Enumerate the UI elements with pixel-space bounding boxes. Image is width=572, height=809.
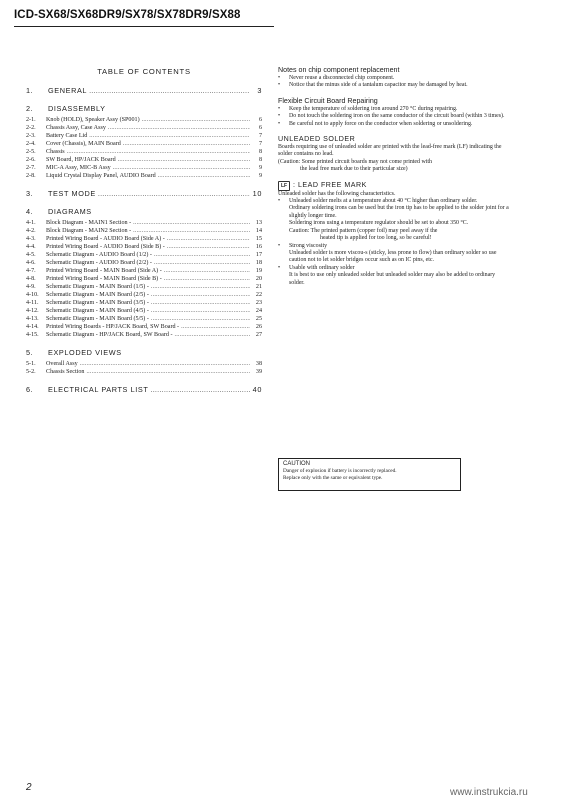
toc-entry-title: Printed Wiring Board - MAIN Board (Side B) -: [46, 276, 162, 282]
toc-entry-number: 4.: [26, 207, 34, 216]
lead-free-mark-title: : LEAD FREE MARK: [293, 181, 367, 190]
leader-dots: [154, 260, 250, 268]
flex-board-title: Flexible Circuit Board Repairing: [278, 96, 378, 105]
toc-page-number: 25: [255, 316, 262, 322]
toc-entry-number: 5-1.: [26, 361, 36, 367]
toc-item[interactable]: [26, 284, 262, 292]
toc-entry-number: 2-3.: [26, 133, 36, 139]
document-header-title: ICD-SX68/SX68DR9/SX78/SX78DR9/SX88: [14, 9, 241, 21]
toc-item[interactable]: [26, 308, 262, 316]
toc-entry-title: Schematic Diagram - MAIN Board (2/5) -: [46, 292, 149, 298]
toc-item[interactable]: [26, 316, 262, 324]
lead-free-logo-icon: LF: [278, 181, 290, 191]
leader-dots: [181, 324, 250, 332]
caution-line: Danger of explosion if battery is incorrectly replaced.: [283, 468, 397, 474]
leader-dots: [123, 141, 250, 149]
chip-note-item: • Notice that the minus side of a tantalum capacitor may be damaged by heat.: [278, 82, 468, 89]
toc-entry-title: Liquid Crystal Display Panel, AUDIO Board: [46, 173, 156, 179]
toc-page-number: 16: [255, 244, 262, 250]
leader-dots: [67, 149, 250, 157]
toc-section[interactable]: [26, 385, 262, 395]
toc-entry-title: Schematic Diagram - MAIN Board (1/5) -: [46, 284, 149, 290]
toc-entry-title: Block Diagram - MAIN2 Section -: [46, 228, 132, 234]
chip-note-item: • Never reuse a disconnected chip component.: [278, 75, 395, 81]
toc-entry-number: 4-10.: [26, 292, 39, 298]
leader-dots: [80, 361, 250, 369]
page-number: 2: [26, 782, 32, 793]
toc-page-number: 3: [257, 86, 262, 95]
toc-entry-number: 4-9.: [26, 284, 36, 290]
toc-entry-title: Battery Case Lid: [46, 133, 88, 139]
chip-notes-title: Notes on chip component replacement: [278, 66, 400, 74]
lead-free-mark-heading: [278, 181, 510, 191]
toc-entry-number: 2-4.: [26, 141, 36, 147]
toc-item[interactable]: [26, 228, 262, 236]
toc-entry-number: 4-7.: [26, 268, 36, 274]
toc-page-number: 8: [258, 157, 262, 163]
toc-item[interactable]: [26, 324, 262, 332]
toc-entry-title: Block Diagram - MAIN1 Section -: [46, 220, 132, 226]
leader-dots: [142, 117, 250, 125]
toc-entry-title: TEST MODE: [48, 189, 96, 198]
toc-entry-title: Schematic Diagram - HP/JACK Board, SW Board -: [46, 332, 173, 338]
toc-item[interactable]: [26, 292, 262, 300]
toc-entry-number: 4-5.: [26, 252, 36, 258]
toc-page-number: 40: [252, 385, 262, 394]
toc-entry-number: 1.: [26, 86, 34, 95]
toc-item[interactable]: [26, 276, 262, 284]
lead-free-item: • Strong viscosity: [278, 242, 328, 249]
toc-page-number: 17: [255, 252, 262, 258]
lead-free-detail: Soldering irons using a temperature regulator should be set to about 350 °C.: [289, 220, 469, 227]
toc-page-number: 26: [255, 324, 262, 330]
leader-dots: [108, 125, 250, 133]
leader-dots: [158, 173, 250, 181]
flex-note-item: • Do not touch the soldering iron on the same conductor of the circuit board (within 3 times).: [278, 113, 505, 120]
toc-entry-title: Schematic Diagram - MAIN Board (5/5) -: [46, 316, 149, 322]
toc-item[interactable]: [26, 117, 262, 125]
lead-free-caution-cont: heated tip is applied for too long, so be careful!: [320, 235, 432, 242]
toc-entry-title: DIAGRAMS: [48, 207, 92, 216]
toc-entry-title: Printed Wiring Boards - HP/JACK Board, SW Board -: [46, 324, 180, 330]
leader-dots: [118, 157, 250, 165]
toc-entry-title: Printed Wiring Board - AUDIO Board (Side B) -: [46, 244, 165, 250]
toc-page-number: 10: [252, 189, 262, 198]
toc-entry-title: Printed Wiring Board - AUDIO Board (Side A) -: [46, 236, 165, 242]
header-rule: [14, 26, 274, 27]
toc-item[interactable]: [26, 369, 262, 377]
toc-item[interactable]: [26, 252, 262, 260]
caution-line: Replace only with the same or equivalent type.: [283, 475, 383, 481]
table-of-contents: [26, 86, 262, 395]
toc-item[interactable]: [26, 149, 262, 157]
toc-item[interactable]: [26, 268, 262, 276]
lead-free-item: • Usable with ordinary solder: [278, 264, 355, 271]
toc-entry-number: 4-12.: [26, 308, 39, 314]
toc-entry-number: 4-6.: [26, 260, 36, 266]
toc-entry-number: 2-6.: [26, 157, 36, 163]
toc-section[interactable]: [26, 189, 262, 199]
toc-entry-number: 2-8.: [26, 173, 36, 179]
leader-dots: [167, 244, 250, 252]
toc-item[interactable]: [26, 141, 262, 149]
toc-page-number: 19: [255, 268, 262, 274]
toc-page-number: 7: [258, 141, 262, 147]
unleaded-solder-text: Boards requiring use of unleaded solder are printed with the lead-free mark (LF) indicating the solder contains no lead.: [278, 144, 502, 158]
toc-page-number: 27: [255, 332, 262, 338]
toc-entry-number: 2-7.: [26, 165, 36, 171]
leader-dots: [164, 268, 250, 276]
leader-dots: [151, 316, 250, 324]
toc-entry-number: 4-13.: [26, 316, 39, 322]
toc-page-number: 23: [255, 300, 262, 306]
flex-note-item: • Be careful not to apply force on the conductor when soldering or unsoldering.: [278, 120, 473, 127]
toc-page-number: 20: [255, 276, 262, 282]
toc-section[interactable]: [26, 348, 262, 358]
leader-dots: [89, 86, 250, 94]
toc-entry-title: GENERAL: [48, 86, 88, 95]
toc-entry-number: 6.: [26, 385, 34, 394]
toc-section[interactable]: [26, 86, 262, 96]
leader-dots: [113, 165, 250, 173]
toc-page-number: 15: [255, 236, 262, 242]
watermark-link[interactable]: www.instrukcia.ru: [450, 787, 528, 798]
toc-entry-title: Schematic Diagram - MAIN Board (4/5) -: [46, 308, 149, 314]
toc-item[interactable]: [26, 332, 262, 340]
lead-free-intro: Unleaded solder has the following characteristics.: [278, 190, 396, 197]
leader-dots: [150, 385, 250, 393]
toc-entry-title: ELECTRICAL PARTS LIST: [48, 385, 149, 394]
toc-page-number: 6: [258, 125, 262, 131]
toc-item[interactable]: [26, 157, 262, 165]
toc-entry-title: Printed Wiring Board - MAIN Board (Side A) -: [46, 268, 162, 274]
toc-entry-title: SW Board, HP/JACK Board: [46, 157, 116, 163]
notes-column: [278, 66, 510, 287]
leader-dots: [151, 284, 250, 292]
toc-section[interactable]: [26, 207, 262, 217]
toc-entry-title: Overall Assy: [46, 361, 78, 367]
toc-entry-number: 4-11.: [26, 300, 39, 306]
toc-entry-number: 4-15.: [26, 332, 39, 338]
toc-entry-title: Chassis Section: [46, 369, 85, 375]
toc-entry-title: MIC-A Assy, MIC-B Assy: [46, 165, 111, 171]
toc-page-number: 7: [258, 133, 262, 139]
toc-page-number: 18: [255, 260, 262, 266]
toc-entry-title: Schematic Diagram - AUDIO Board (1/2) -: [46, 252, 152, 258]
toc-page-number: 8: [258, 149, 262, 155]
lead-free-detail: It is best to use only unleaded solder but unleaded solder may also be added to ordinary solder.: [289, 272, 496, 286]
toc-entry-number: 4-8.: [26, 276, 36, 282]
toc-item[interactable]: [26, 244, 262, 252]
unleaded-caution-text: (Caution: Some printed circuit boards may not come printed with: [278, 158, 432, 165]
unleaded-caution-text-cont: the lead free mark due to their particular size): [300, 166, 408, 173]
toc-item[interactable]: [26, 260, 262, 268]
leader-dots: [154, 252, 250, 260]
toc-entry-title: Chassis Assy, Case Assy: [46, 125, 106, 131]
toc-item[interactable]: [26, 125, 262, 133]
toc-page-number: 6: [258, 117, 262, 123]
toc-entry-title: Knob (HOLD), Speaker Assy (SP001): [46, 117, 140, 123]
toc-entry-number: 4-4.: [26, 244, 36, 250]
toc-entry-title: EXPLODED VIEWS: [48, 348, 122, 357]
leader-dots: [174, 332, 250, 340]
toc-page-number: 39: [255, 369, 262, 375]
leader-dots: [98, 189, 250, 197]
flex-note-item: • Keep the temperature of soldering iron around 270 °C during repairing.: [278, 105, 458, 112]
toc-title: TABLE OF CONTENTS: [97, 67, 191, 76]
lead-free-item: • Unleaded solder melts at a temperature about 40 °C higher than ordinary solder.: [278, 198, 478, 205]
toc-section[interactable]: [26, 104, 262, 114]
toc-page-number: 9: [258, 165, 262, 171]
toc-item[interactable]: [26, 236, 262, 244]
lead-free-detail: Ordinary soldering irons can be used but the iron tip has to be applied to the solder joint for a slightly longer time.: [289, 205, 509, 219]
toc-item[interactable]: [26, 220, 262, 228]
toc-entry-title: Schematic Diagram - MAIN Board (3/5) -: [46, 300, 149, 306]
toc-entry-title: DISASSEMBLY: [48, 104, 106, 113]
toc-entry-number: 4-2.: [26, 228, 36, 234]
leader-dots: [89, 133, 250, 141]
leader-dots: [151, 292, 250, 300]
toc-page-number: 22: [255, 292, 262, 298]
leader-dots: [151, 300, 250, 308]
battery-caution-box: [278, 458, 461, 491]
toc-entry-number: 4-14.: [26, 324, 39, 330]
leader-dots: [164, 276, 250, 284]
leader-dots: [133, 220, 250, 228]
toc-item[interactable]: [26, 300, 262, 308]
toc-page-number: 24: [255, 308, 262, 314]
toc-page-number: 9: [258, 173, 262, 179]
lead-free-caution: Caution: The printed pattern (copper foil) may peel away if the: [289, 227, 438, 234]
toc-entry-title: Cover (Chassis), MAIN Board: [46, 141, 121, 147]
toc-entry-number: 4-1.: [26, 220, 36, 226]
lead-free-detail: Unleaded solder is more viscou-s (sticky, less prone to flow) than ordinary solder so use caution not to let solder bridges occur such as on IC pins, etc.: [289, 249, 497, 264]
toc-entry-number: 3.: [26, 189, 34, 198]
toc-entry-number: 5-2.: [26, 369, 36, 375]
unleaded-solder-title: UNLEADED SOLDER: [278, 135, 356, 144]
leader-dots: [167, 236, 250, 244]
toc-entry-number: 2-2.: [26, 125, 36, 131]
toc-item[interactable]: [26, 173, 262, 181]
toc-page-number: 13: [255, 220, 262, 226]
toc-item[interactable]: [26, 361, 262, 369]
toc-page-number: 38: [255, 361, 262, 367]
toc-page-number: 14: [255, 228, 262, 234]
toc-entry-title: Chassis: [46, 149, 65, 155]
toc-entry-title: Schematic Diagram - AUDIO Board (2/2) -: [46, 260, 152, 266]
toc-entry-number: 4-3.: [26, 236, 36, 242]
leader-dots: [133, 228, 250, 236]
leader-dots: [151, 308, 250, 316]
toc-entry-number: 2.: [26, 104, 34, 113]
caution-title: CAUTION: [283, 461, 310, 467]
toc-entry-number: 2-1.: [26, 117, 36, 123]
toc-item[interactable]: [26, 133, 262, 141]
toc-item[interactable]: [26, 165, 262, 173]
toc-entry-number: 2-5.: [26, 149, 36, 155]
leader-dots: [86, 369, 250, 377]
toc-page-number: 21: [255, 284, 262, 290]
toc-entry-number: 5.: [26, 348, 34, 357]
